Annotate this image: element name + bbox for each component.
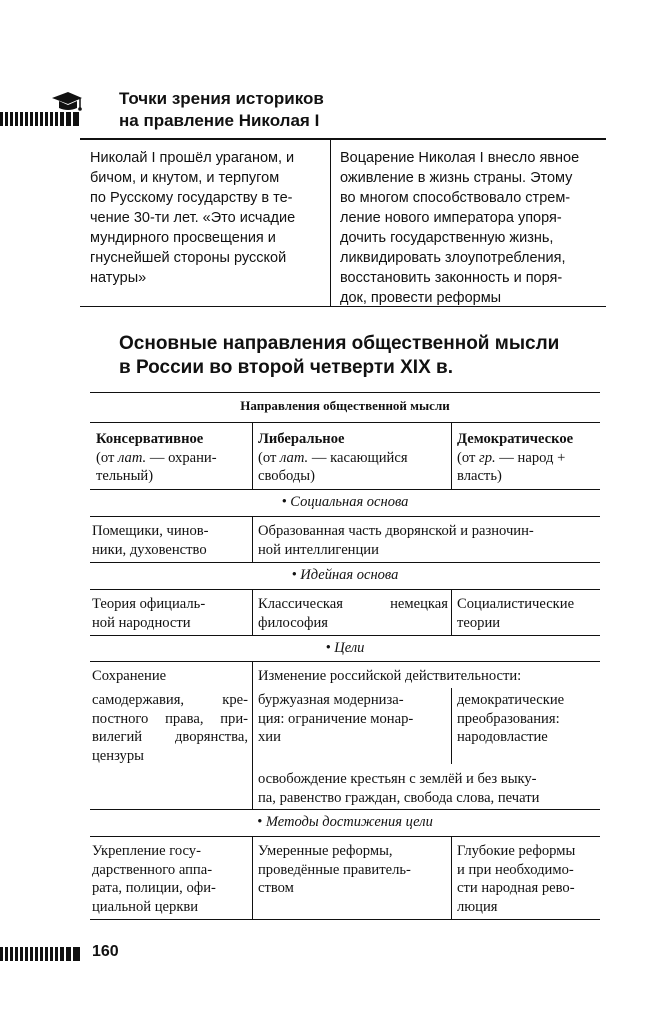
section-title-line1: Основные направления общественной мысли [119,333,560,354]
table-line [90,809,600,810]
table-top-border [90,392,600,393]
column-note: (от гр. — народ + [457,449,566,466]
methods-democratic [457,842,600,916]
text-line: Умеренные реформы, [258,843,393,859]
methods-liberal [258,842,448,898]
historian-view-left [90,148,322,288]
goals-conservative-lead: Сохранение [92,668,167,684]
section-goals: • Цели [325,640,365,656]
text-line: Теория официаль- [92,596,206,612]
table-line [90,489,600,490]
table-line [90,562,600,563]
text-line: проведённые правитель- [258,861,411,878]
column-title: Консервативное [96,431,204,447]
goals-liberal [258,691,448,747]
goals-common [258,770,600,807]
text-line: рата, полиции, офи- [92,880,216,896]
text-line: освобождение крестьян с землёй и без выку- [258,771,537,787]
text-line: цензуры [92,747,144,764]
ideological-liberal [258,595,448,632]
text-line: демократические [457,692,565,708]
text-line: во многом способствовало стрем- [340,190,571,206]
ideological-conservative [92,595,248,632]
text-line: ной интеллигенции [258,541,379,558]
col-divider [252,662,253,809]
text-line: ление нового императора упоря- [340,210,562,226]
ideological-democratic [457,595,600,632]
page-number: 160 [92,943,119,960]
text-line: док, провести реформы [340,290,502,306]
section-methods: • Методы достижения цели [257,814,433,830]
column-title: Демократическое [457,431,574,447]
col-divider [252,590,253,635]
table-header: Направления общественной мысли [240,398,450,413]
text-line: Классическая немецкая [258,596,448,612]
text-line: хии [258,729,281,745]
column-liberal [258,430,448,486]
text-line: Глубокие реформы [457,843,576,859]
table-line [90,661,600,662]
col-divider [252,837,253,919]
text-line: буржуазная модерниза- [258,692,404,708]
text-line: ники, духовенство [92,541,207,558]
column-title: Либеральное [258,431,345,447]
text-line: Социалистические [457,596,575,612]
text-line: гнуснейшей стороны русской [90,250,287,266]
table-line [90,836,600,837]
text-line: Николай I прошёл ураганом, и [90,150,295,166]
col-divider [451,688,452,764]
views-title-line1: Точки зрения историков [119,89,324,108]
views-table-divider [330,140,331,307]
text-line: па, равенство граждан, свобода слова, печати [258,789,540,806]
decorative-bars-top [0,112,81,126]
text-line: теории [457,614,501,631]
decorative-bars-bottom [0,947,82,961]
text-line: чение 30-ти лет. «Это исчадие [90,210,296,226]
col-divider [252,423,253,489]
goals-conservative [92,691,248,765]
text-line: дочить государственную жизнь, [340,230,554,246]
text-line: ция: ограничение монар- [258,710,414,727]
text-line: вилегий дворянства, [92,729,248,745]
text-line: ством [258,880,294,896]
goals-change-lead: Изменение российской действительности: [258,668,522,684]
text-line: дарственного аппа- [92,861,213,878]
col-divider [451,423,452,489]
text-line: народовластие [457,729,548,745]
goals-democratic [457,691,600,747]
views-title [119,88,324,132]
text-line: оживление в жизнь страны. Этому [340,170,573,186]
text-line: натуры» [90,270,147,286]
historian-view-right [340,148,606,308]
column-note: свободы) [258,468,315,484]
text-line: преобразования: [457,710,560,727]
text-line: люция [457,898,498,915]
text-line: философия [258,614,328,631]
text-line: Помещики, чинов- [92,523,209,539]
section-social-basis: • Социальная основа [281,494,409,510]
text-line: ной народности [92,614,191,631]
methods-conservative [92,842,248,916]
views-table-top-border [80,138,606,140]
column-note: тельный) [96,468,154,484]
column-note: (от лат. — касающийся [258,449,408,466]
social-liberal-democratic [258,522,598,559]
text-line: и при необходимо- [457,861,574,878]
text-line: по Русскому государству в те- [90,190,293,206]
text-line: циальной церкви [92,898,199,915]
col-divider [252,517,253,562]
text-line: восстановить законность и поря- [340,270,563,286]
column-democratic [457,430,600,486]
table-line [90,589,600,590]
table-line [90,635,600,636]
social-conservative [92,522,248,559]
graduation-cap-icon [50,90,84,114]
section-title [119,332,559,380]
text-line: бичом, и кнутом, и терпугом [90,170,280,186]
col-divider [451,590,452,635]
table-line [90,422,600,423]
text-line: самодержавия, кре- [92,692,248,708]
text-line: мундирного просвещения и [90,230,276,246]
column-conservative [96,430,250,486]
text-line: Воцарение Николая I внесло явное [340,150,580,166]
text-line: Укрепление госу- [92,843,201,859]
column-note: власть) [457,468,502,484]
text-line: сти народная рево- [457,880,575,896]
views-title-line2: на правление Николая I [119,111,320,130]
column-note: (от лат. — охрани- [96,449,217,466]
text-line: ликвидировать злоупотребления, [340,250,566,266]
table-line [90,516,600,517]
section-title-line2: в России во второй четверти XIX в. [119,357,453,378]
section-ideological-basis: • Идейная основа [291,567,399,583]
text-line: постного права, при- [92,710,248,727]
text-line: Образованная часть дворянской и разночин- [258,523,534,539]
table-bottom-border [90,919,600,920]
col-divider [451,837,452,919]
